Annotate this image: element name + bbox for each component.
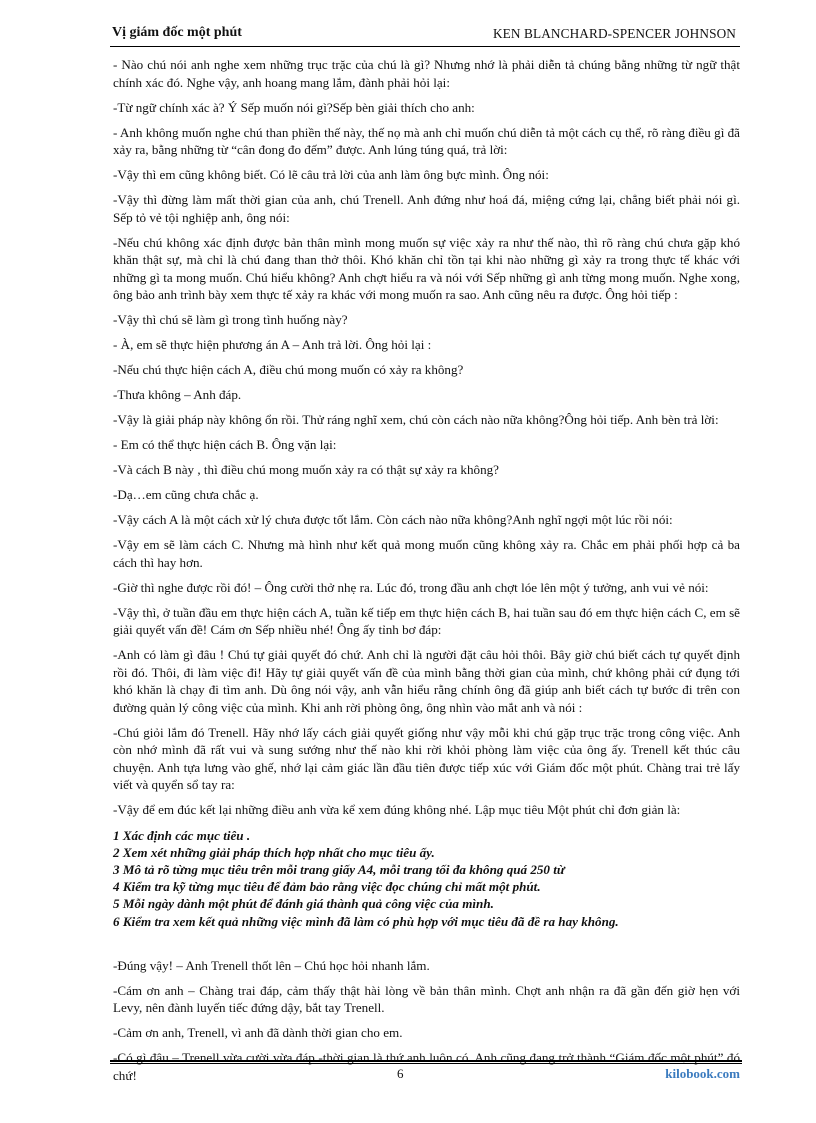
book-title: Vị giám đốc một phút <box>112 25 242 40</box>
goal-step: 3 Mô tả rõ từng mục tiêu trên mỗi trang giấy A4, mỗi trang tối đa không quá 250 từ <box>113 861 565 877</box>
paragraphs-top <box>113 56 740 819</box>
paragraph: -Vậy thì chú sẽ làm gì trong tình huống này? <box>113 312 348 327</box>
footer-divider <box>110 1060 742 1062</box>
paragraph: - Em có thể thực hiện cách B. Ông vặn lại: <box>113 437 337 452</box>
paragraph: -Vậy thì, ở tuần đầu em thực hiện cách A, tuần kế tiếp em thực hiện cách B, hai tuần sau đó em thực hiện cách C, em sẽ giải quyết vấn đề! Cám ơn Sếp nhiều nhé! Ông ấy tỉnh bơ đáp: <box>113 604 740 637</box>
goal-step: 1 Xác định các mục tiêu . <box>113 827 251 843</box>
paragraph: -Và cách B này , thì điều chú mong muốn xảy ra có thật sự xảy ra không? <box>113 462 499 477</box>
site-link[interactable]: kilobook.com <box>665 1066 740 1081</box>
paragraph: -Vậy để em đúc kết lại những điều anh vừa kể xem đúng không nhé. Lập mục tiêu Một phút chỉ đơn giản là: <box>113 802 681 817</box>
paragraph: -Nếu chú thực hiện cách A, điều chú mong muốn có xảy ra không? <box>113 362 464 377</box>
goal-step: 4 Kiểm tra kỹ từng mục tiêu để đảm bảo rằng việc đọc chúng chỉ mất một phút. <box>113 879 541 895</box>
goal-step: 2 Xem xét những giải pháp thích hợp nhất cho mục tiêu ấy. <box>113 844 435 860</box>
paragraph: -Nếu chú không xác định được bản thân mình mong muốn sự việc xảy ra như thế nào, thì rõ ràng chú chưa gặp khó khăn thật sự, mà chỉ là chú đang than thở thôi. Khó khăn chỉ tồn tại khi nào những gì xảy ra trong thực tế khác với những gì ta mong muốn. Chú hiểu không? Anh chợt hiểu ra và nói với Sếp những gì anh từng mong muốn. Nghe xong, ông bảo anh trình bày xem thực tế xảy ra khác với mong muốn ra sao. Anh cũng nêu ra được. Ông hỏi tiếp : <box>113 234 740 302</box>
paragraph: -Vậy thì đừng làm mất thời gian của anh, chú Trenell. Anh đứng như hoá đá, miệng cứng lại, chẳng biết phải nói gì. Sếp tỏ vẻ tội nghiệp anh, ông nói: <box>113 192 740 225</box>
paragraph: -Vậy thì em cũng không biết. Có lẽ câu trả lời của anh làm ông bực mình. Ông nói: <box>113 167 549 182</box>
page-number: 6 <box>397 1066 404 1081</box>
paragraph: -Dạ…em cũng chưa chắc ạ. <box>113 487 259 502</box>
goal-step: 5 Mỗi ngày dành một phút để đánh giá thành quả công việc của mình. <box>113 896 494 912</box>
paragraph: -Giờ thì nghe được rồi đó! – Ông cười thở nhẹ ra. Lúc đó, trong đầu anh chợt lóe lên một ý tưởng, anh vui vẻ nói: <box>113 579 709 595</box>
paragraph: -Từ ngữ chính xác à? Ý Sếp muốn nói gì?Sếp bèn giải thích cho anh: <box>113 99 475 115</box>
paragraph: -Chú giỏi lắm đó Trenell. Hãy nhớ lấy cách giải quyết giống như vậy mỗi khi chú gặp trục trặc trong công việc. Anh còn nhớ mình đã rất vui và sung sướng như thế nào khi rời khỏi phòng làm việc của ông ấy. Trenell kết thúc câu chuyện. Anh tựa lưng vào ghế, nhớ lại cảm giác lần đầu tiên được tiếp xúc với Giám đốc một phút. Chàng trai trẻ lấy viết và quyển sổ tay ra: <box>113 724 740 792</box>
paragraph: -Vậy cách A là một cách xử lý chưa được tốt lắm. Còn cách nào nữa không?Anh nghĩ ngợi một lúc rồi nói: <box>113 512 673 527</box>
paragraph: -Anh có làm gì đâu ! Chú tự giải quyết đó chứ. Anh chỉ là người đặt câu hỏi thôi. Bây giờ chú biết cách tự quyết định rồi đó. Thôi, đi làm việc đi! Hãy tự giải quyết vấn đề của mình bằng thời gian của mình, chứ không phải cứ đụng tới khó khăn là chạy đi tìm anh. Dù ông nói vậy, anh vẫn hiểu rằng chính ông đã giúp anh biết cách tự bước đi trên con đường quản lý công việc của mình. Khi anh rời phòng ông, ông nhìn vào mắt anh và nói : <box>113 647 740 715</box>
paragraphs-bottom <box>113 957 740 1085</box>
paragraph: - À, em sẽ thực hiện phương án A – Anh trả lời. Ông hỏi lại : <box>113 337 432 352</box>
goal-steps-list <box>113 827 740 930</box>
page-body <box>113 56 740 1092</box>
paragraph: -Đúng vậy! – Anh Trenell thốt lên – Chú học hỏi nhanh lắm. <box>113 957 430 973</box>
paragraph: -Vậy em sẽ làm cách C. Nhưng mà hình như kết quả mong muốn cũng không xảy ra. Chắc em phải phối hợp cả ba cách thì hay hơn. <box>113 537 740 570</box>
paragraph: -Thưa không – Anh đáp. <box>113 387 242 402</box>
author-names: KEN BLANCHARD-SPENCER JOHNSON <box>492 26 736 41</box>
goal-step: 6 Kiểm tra xem kết quả những việc mình đã làm có phù hợp với mục tiêu đã đề ra hay không. <box>113 913 619 929</box>
paragraph: - Nào chú nói anh nghe xem những trục trặc của chú là gì? Nhưng nhớ là phải diễn tả chúng bằng những từ ngữ thật chính xác đó. Nghe vậy, anh hoang mang lắm, đành phải hỏi lại: <box>113 57 740 90</box>
paragraph: - Anh không muốn nghe chú than phiền thế này, thế nọ mà anh chỉ muốn chú diễn tả một cách cụ thể, rõ ràng điều gì đã xảy ra, bằng những từ “cân đong đo đếm” được. Anh lúng túng quá, trả lời: <box>113 124 740 157</box>
paragraph: -Có gì đâu – Trenell vừa cười vừa đáp -thời gian là thứ anh luôn có. Anh cũng đang trở thành “Giám đốc một phút” đó chứ! <box>113 1050 740 1083</box>
page-header <box>110 24 740 47</box>
footer-divider-thin <box>110 1063 742 1064</box>
paragraph: -Vậy là giải pháp này không ổn rồi. Thử ráng nghĩ xem, chú còn cách nào nữa không?Ông hỏi tiếp. Anh bèn trả lời: <box>113 412 719 427</box>
paragraph: -Cảm ơn anh, Trenell, vì anh đã dành thời gian cho em. <box>113 1025 403 1041</box>
paragraph: -Cám ơn anh – Chàng trai đáp, cảm thấy thật hài lòng về bản thân mình. Chợt anh nhận ra đã gần đến giờ hẹn với Levy, nên đành luyến tiếc đứng dậy, bắt tay Trenell. <box>113 982 740 1016</box>
